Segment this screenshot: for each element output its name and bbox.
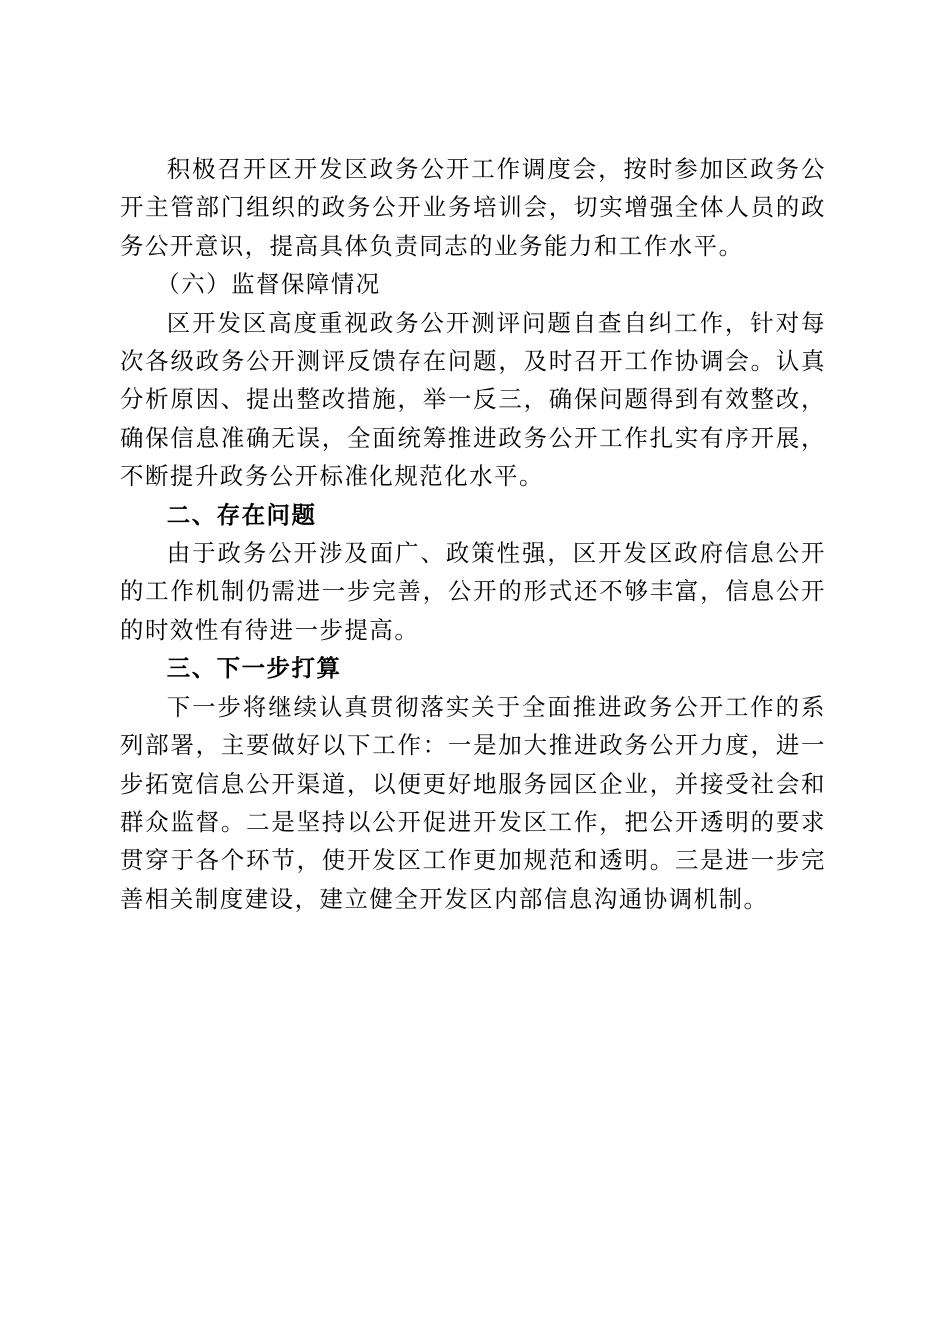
document-page: [120, 150, 826, 918]
paragraph-problems: 由于政务公开涉及面广、政策性强，区开发区政府信息公开的工作机制仍需进一步完善，公开的形式还不够丰富，信息公开的时效性有待进一步提高。: [120, 539, 826, 644]
subheading-supervision: （六）监督保障情况: [156, 270, 381, 299]
paragraph-training: 积极召开区开发区政务公开工作调度会，按时参加区政务公开主管部门组织的政务公开业务培训会，切实增强全体人员的政务公开意识，提高具体负责同志的业务能力和工作水平。: [120, 155, 826, 260]
heading-next-steps: 三、下一步打算: [166, 654, 342, 683]
paragraph-next-steps: 下一步将继续认真贯彻落实关于全面推进政务公开工作的系列部署，主要做好以下工作：一是加大推进政务公开力度，进一步拓宽信息公开渠道，以便更好地服务园区企业，并接受社会和群众监督。二是坚持以公开促进开发区工作，把公开透明的要求贯穿于各个环节，使开发区工作更加规范和透明。三是进一步完善相关制度建设，建立健全开发区内部信息沟通协调机制。: [120, 692, 826, 913]
heading-problems: 二、存在问题: [166, 500, 317, 529]
paragraph-supervision: 区开发区高度重视政务公开测评问题自查自纠工作，针对每次各级政务公开测评反馈存在问题，及时召开工作协调会。认真分析原因、提出整改措施，举一反三，确保问题得到有效整改，确保信息准确无误，全面统筹推进政务公开工作扎实有序开展，不断提升政务公开标准化规范化水平。: [120, 308, 826, 491]
